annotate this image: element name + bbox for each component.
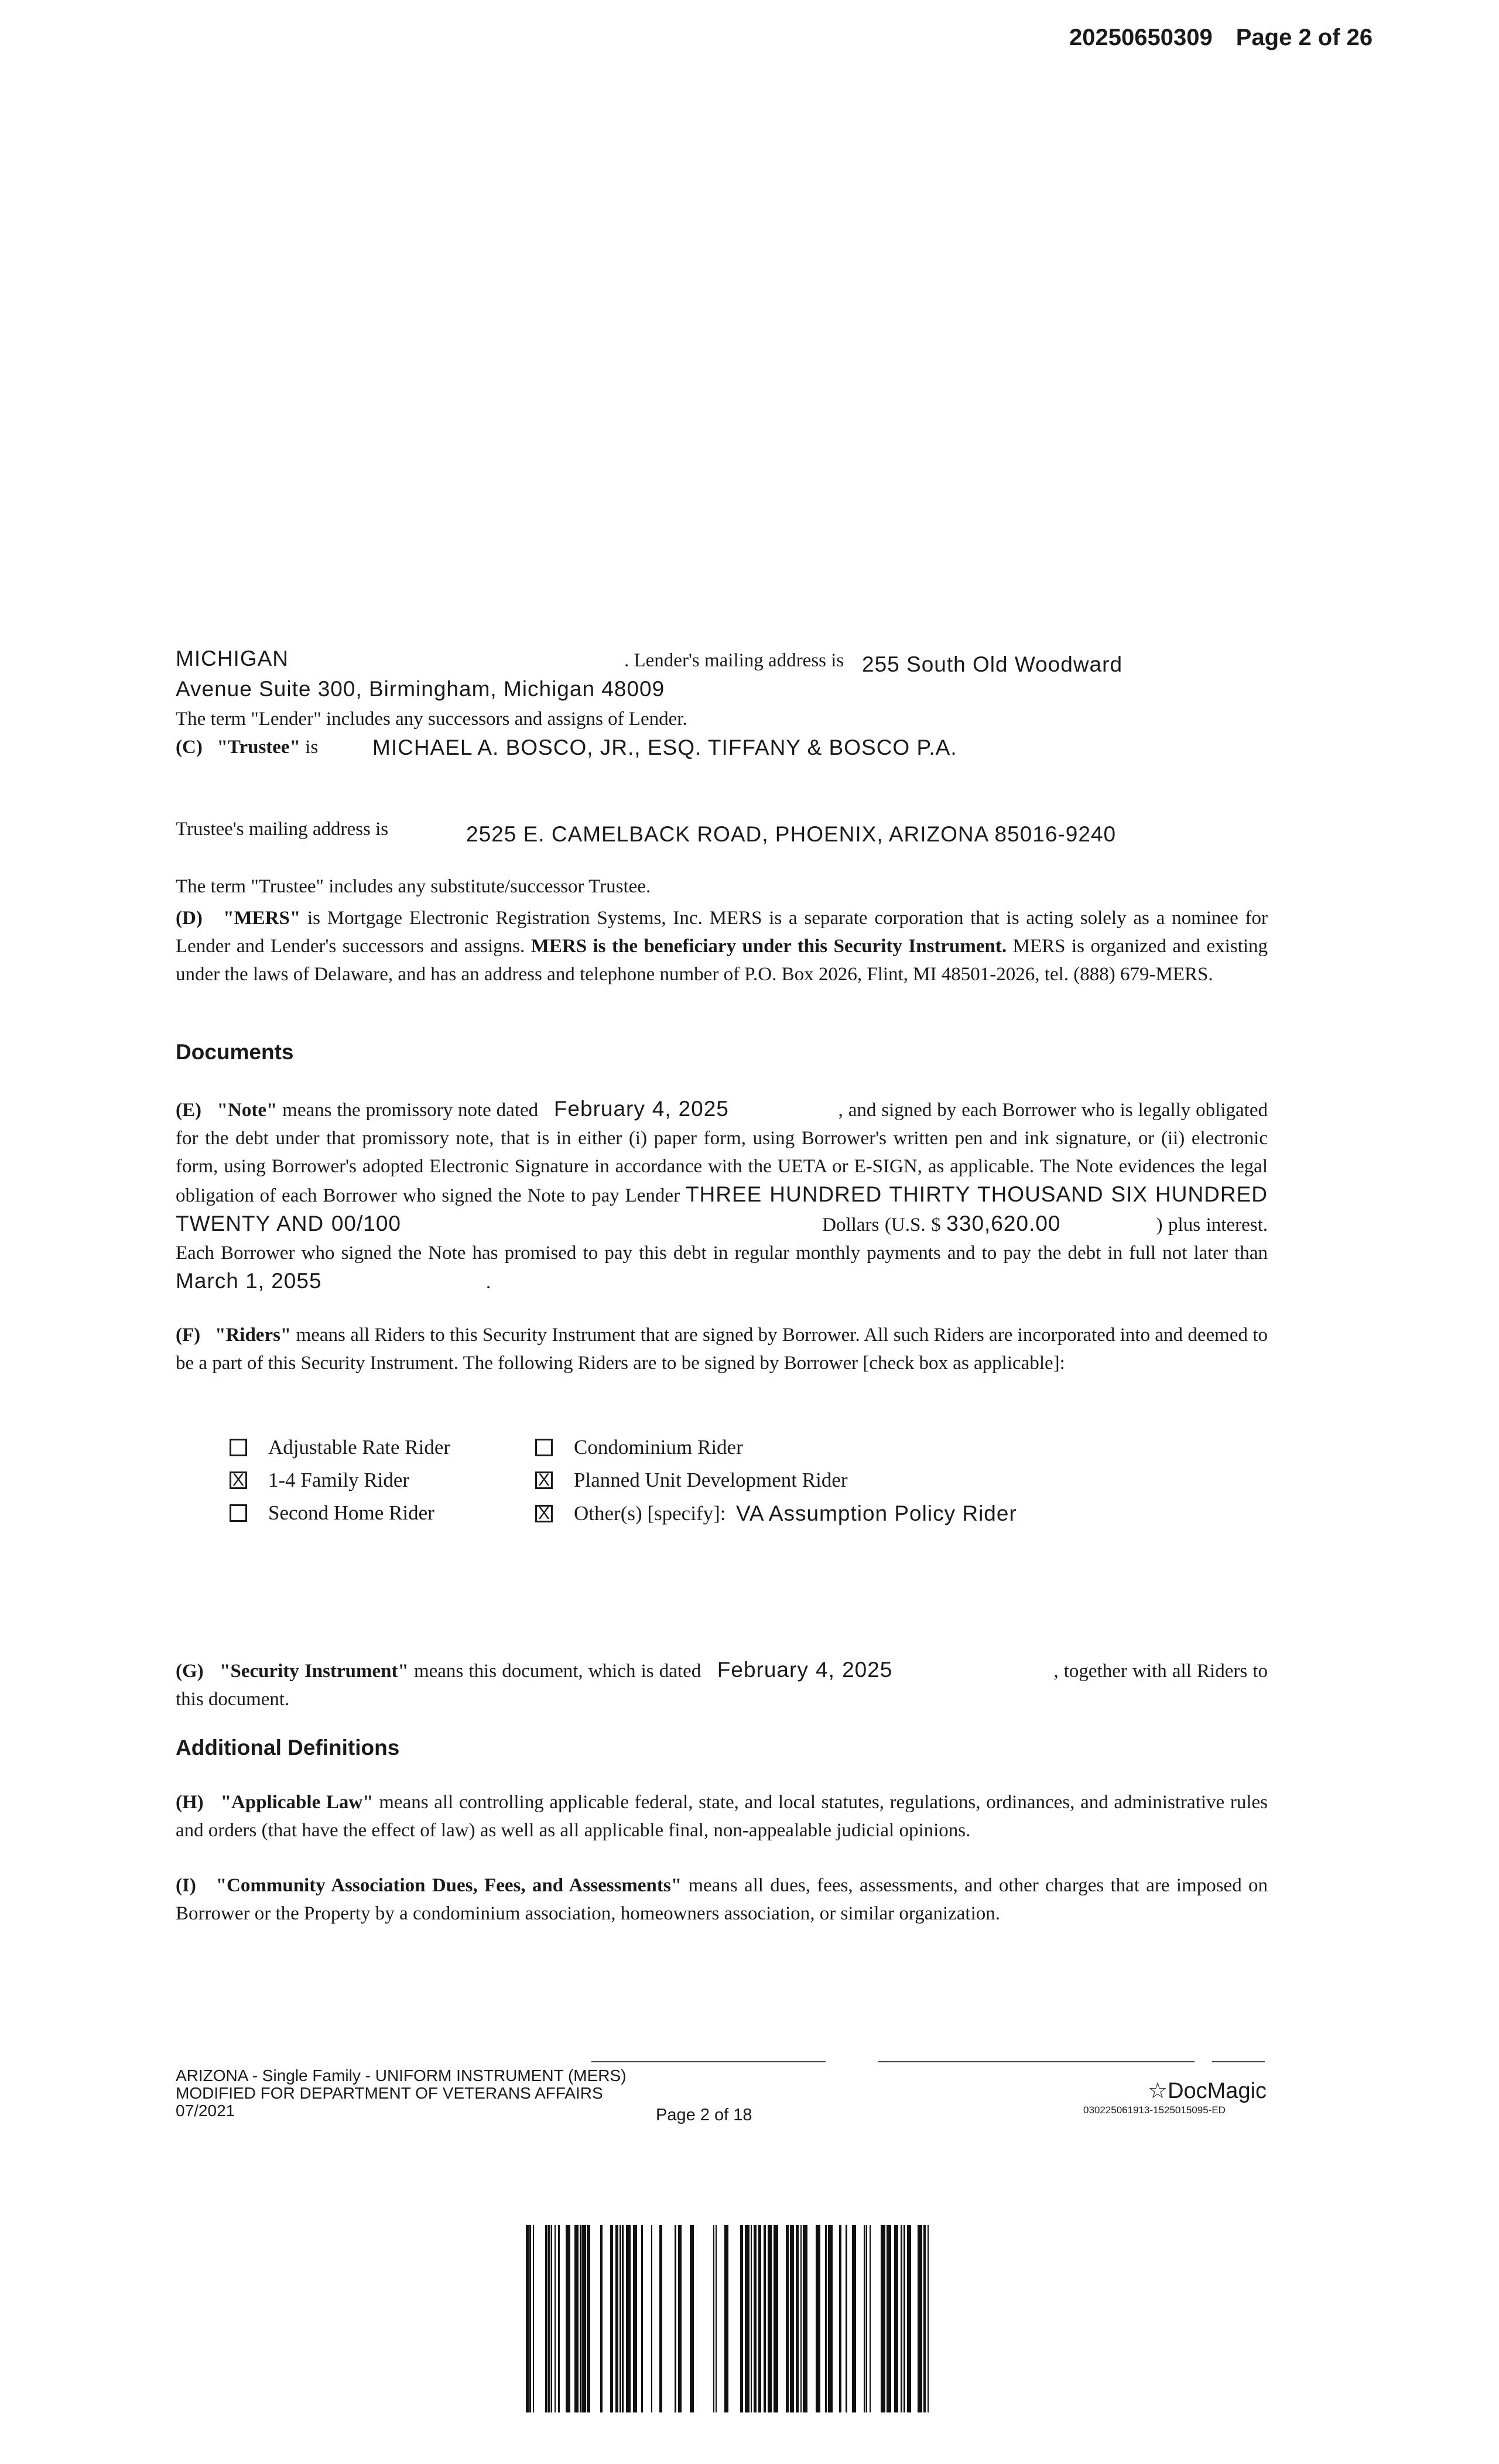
record-number: 20250650309 bbox=[1069, 25, 1213, 50]
rider-label: Condominium Rider bbox=[574, 1436, 743, 1459]
riders-text: means all Riders to this Security Instrument that are signed by Borrower. All such Riders are incorporated into and deemed to be a part of this Security Instrument. The following Riders are to be signed by Borrower [check box as applicable]: bbox=[176, 1325, 1268, 1374]
rider-checkbox[interactable]: X bbox=[230, 1471, 247, 1489]
barcode-bar bbox=[581, 2225, 586, 2412]
barcode-bar bbox=[724, 2225, 728, 2412]
trustee-mailing-prefix: Trustee's mailing address is bbox=[176, 819, 389, 840]
lender-mailing-prefix: . Lender's mailing address is bbox=[624, 650, 844, 671]
barcode-bar bbox=[745, 2225, 750, 2412]
rider-label: Other(s) [specify]: bbox=[574, 1502, 726, 1525]
barcode-bar bbox=[751, 2225, 752, 2412]
barcode-bar bbox=[580, 2225, 581, 2412]
barcode-bar bbox=[716, 2225, 717, 2412]
barcode-bar bbox=[633, 2225, 637, 2412]
community-dues-definition bbox=[176, 1871, 1268, 1928]
rider-label: Second Home Rider bbox=[268, 1501, 434, 1524]
riders-definition bbox=[176, 1321, 1268, 1377]
barcode-bar bbox=[713, 2225, 714, 2412]
rider-other-specify: VA Assumption Policy Rider bbox=[735, 1501, 1017, 1525]
note-amount-words: THREE HUNDRED THIRTY THOUSAND SIX HUNDRED TWENTY AND 00/100 bbox=[176, 1182, 1268, 1236]
barcode-bar bbox=[803, 2225, 807, 2412]
rider-adjustable-rate[interactable] bbox=[230, 1436, 450, 1459]
additional-definitions-heading: Additional Definitions bbox=[176, 1736, 400, 1760]
si-date: February 4, 2025 bbox=[717, 1658, 893, 1682]
barcode-bar bbox=[825, 2225, 827, 2412]
al-term: "Applicable Law" bbox=[220, 1792, 374, 1813]
riders-label: (F) bbox=[176, 1325, 201, 1346]
barcode-bar bbox=[641, 2225, 643, 2412]
footer-doc-id: 030225061913-1525015095-ED bbox=[1083, 2104, 1226, 2116]
trustee-is: is bbox=[305, 737, 319, 758]
barcode-bar bbox=[529, 2225, 531, 2412]
barcode-bar bbox=[675, 2225, 676, 2412]
note-dollars-suffix: ) plus interest. bbox=[1156, 1214, 1268, 1236]
barcode-bar bbox=[526, 2225, 529, 2412]
barcode-bar bbox=[754, 2225, 757, 2412]
footer-line-2: MODIFIED FOR DEPARTMENT OF VETERANS AFFAIRS bbox=[176, 2084, 603, 2102]
barcode-bar bbox=[758, 2225, 761, 2412]
footer-rule-middle bbox=[878, 2061, 1195, 2062]
barcode-bar bbox=[774, 2225, 778, 2412]
trustee-mailing-addr: 2525 E. CAMELBACK ROAD, PHOENIX, ARIZONA 85016-9240 bbox=[466, 822, 1117, 846]
cd-label: (I) bbox=[176, 1875, 196, 1896]
mers-term: "MERS" bbox=[223, 908, 301, 929]
barcode-bar bbox=[816, 2225, 820, 2412]
mers-text-1: is Mortgage Electronic Registration Systems, Inc. MERS is a separate corporation that is acting solely as a nominee for Lender and Lender's successors and assigns. bbox=[176, 908, 1268, 957]
barcode-bar bbox=[852, 2225, 856, 2412]
barcode-bar bbox=[864, 2225, 865, 2412]
footer-line-3: 07/2021 bbox=[176, 2102, 235, 2120]
footer-page-number: Page 2 of 18 bbox=[656, 2106, 752, 2124]
barcode-bar bbox=[626, 2225, 631, 2412]
barcode-bar bbox=[903, 2225, 905, 2412]
record-page: Page 2 of 26 bbox=[1236, 25, 1373, 50]
barcode-bar bbox=[881, 2225, 885, 2412]
barcode-bar bbox=[928, 2225, 929, 2412]
note-term: "Note" bbox=[217, 1100, 278, 1121]
si-label: (G) bbox=[176, 1661, 204, 1682]
note-label: (E) bbox=[176, 1100, 201, 1121]
rider-checkbox[interactable] bbox=[230, 1439, 247, 1456]
barcode-bar bbox=[620, 2225, 621, 2412]
barcode-bar bbox=[574, 2225, 579, 2412]
barcode-bar bbox=[659, 2225, 662, 2412]
note-period: . bbox=[486, 1272, 491, 1293]
barcode-bar bbox=[610, 2225, 613, 2412]
cd-term: "Community Association Dues, Fees, and Assessments" bbox=[215, 1875, 682, 1896]
lender-term-note: The term "Lender" includes any successors and assigns of Lender. bbox=[176, 709, 687, 730]
note-dollars-prefix: Dollars (U.S. $ bbox=[822, 1214, 941, 1236]
docmagic-brand: DocMagic bbox=[1168, 2079, 1267, 2103]
rider-other[interactable] bbox=[535, 1501, 1017, 1526]
barcode-bar bbox=[800, 2225, 802, 2412]
rider-label: 1-4 Family Rider bbox=[268, 1469, 410, 1491]
barcode-bar bbox=[887, 2225, 891, 2412]
note-date: February 4, 2025 bbox=[553, 1097, 729, 1121]
barcode-bar bbox=[622, 2225, 624, 2412]
recording-header bbox=[1069, 25, 1396, 51]
barcode-bar bbox=[764, 2225, 766, 2412]
barcode-bar bbox=[901, 2225, 902, 2412]
barcode-bar bbox=[918, 2225, 922, 2412]
barcode-bar bbox=[547, 2225, 550, 2412]
barcode-bar bbox=[870, 2225, 871, 2412]
mers-label: (D) bbox=[176, 908, 203, 929]
barcode-bar bbox=[690, 2225, 694, 2412]
applicable-law-definition bbox=[176, 1788, 1268, 1844]
lender-mailing-addr-1: 255 South Old Woodward bbox=[862, 652, 1123, 676]
barcode-bar bbox=[566, 2225, 570, 2412]
note-text-1: means the promissory note dated bbox=[282, 1100, 539, 1121]
barcode-bar bbox=[740, 2225, 743, 2412]
barcode-bar bbox=[894, 2225, 898, 2412]
barcode-bar bbox=[828, 2225, 833, 2412]
rider-second-home[interactable] bbox=[230, 1501, 434, 1525]
trustee-definition bbox=[176, 737, 318, 758]
rider-checkbox[interactable] bbox=[535, 1439, 553, 1456]
barcode-bar bbox=[678, 2225, 682, 2412]
rider-checkbox[interactable]: X bbox=[535, 1471, 553, 1489]
barcode-bar bbox=[587, 2225, 590, 2412]
rider-checkbox[interactable] bbox=[230, 1504, 247, 1522]
barcode-bar bbox=[923, 2225, 926, 2412]
barcode-image bbox=[526, 2225, 930, 2412]
barcode-bar bbox=[839, 2225, 841, 2412]
note-text-2: , and signed by each Borrower who is legally obligated for the debt under that promissory note, that is in either (i) paper form, using Borrower's written pen and ink signature, or (ii) electronic form, using Borrower's adopted Electronic Signature in accordance with the UETA or E-SIGN, as applicable. The Note evidences the legal obligation of each Borrower who signed the Note to pay Lender bbox=[176, 1100, 1268, 1206]
barcode-bar bbox=[786, 2225, 789, 2412]
al-label: (H) bbox=[176, 1792, 204, 1813]
barcode-bar bbox=[600, 2225, 603, 2412]
security-instrument-definition bbox=[176, 1656, 1268, 1713]
barcode-bar bbox=[866, 2225, 867, 2412]
trustee-term: "Trustee" bbox=[217, 737, 300, 758]
barcode-bar bbox=[907, 2225, 911, 2412]
trustee-label: (C) bbox=[176, 737, 203, 758]
footer-rule-left bbox=[591, 2061, 826, 2062]
footer-rule-right bbox=[1212, 2061, 1265, 2062]
lender-state: MICHIGAN bbox=[176, 646, 289, 670]
note-text-3: Each Borrower who signed the Note has promised to pay this debt in regular monthly payments and to pay the debt in full not later than bbox=[176, 1243, 1268, 1264]
note-maturity: March 1, 2055 bbox=[176, 1269, 322, 1293]
rider-1-4-family[interactable] bbox=[230, 1469, 409, 1492]
docmagic-logo bbox=[1148, 2078, 1267, 2104]
al-text: means all controlling applicable federal, state, and local statutes, regulations, ordinances, and administrative rules and orders (that have the effect of law) as well as all applicable final, non-appealable judicial opinions. bbox=[176, 1792, 1268, 1841]
note-amount: 330,620.00 bbox=[946, 1212, 1061, 1236]
barcode-bar bbox=[846, 2225, 847, 2412]
footer-form-info bbox=[176, 2067, 627, 2120]
mers-text-2: MERS is organized and existing under the laws of Delaware, and has an address and telephone number of P.O. Box 2026, Flint, MI 48501-2026, tel. (888) 679-MERS. bbox=[176, 936, 1268, 985]
barcode-bar bbox=[533, 2225, 534, 2412]
lender-mailing-addr-2: Avenue Suite 300, Birmingham, Michigan 48009 bbox=[176, 677, 665, 701]
si-term: "Security Instrument" bbox=[220, 1661, 409, 1682]
rider-condominium[interactable] bbox=[535, 1436, 743, 1459]
barcode-bar bbox=[555, 2225, 556, 2412]
barcode-bar bbox=[545, 2225, 547, 2412]
cd-text: means all dues, fees, assessments, and other charges that are imposed on Borrower or the Property by a condominium association, homeowners association, or similar organization. bbox=[176, 1875, 1268, 1924]
si-text-2: , together with all Riders to this document. bbox=[176, 1661, 1268, 1710]
barcode-bar bbox=[558, 2225, 560, 2412]
barcode-bar bbox=[796, 2225, 799, 2412]
barcode-bar bbox=[790, 2225, 794, 2412]
star-icon: ☆ bbox=[1148, 2079, 1168, 2103]
riders-term: "Riders" bbox=[215, 1325, 292, 1346]
rider-planned-unit-development[interactable] bbox=[535, 1469, 848, 1492]
rider-label: Adjustable Rate Rider bbox=[268, 1436, 451, 1459]
mers-bold: MERS is the beneficiary under this Security Instrument. bbox=[531, 936, 1007, 957]
trustee-name: MICHAEL A. BOSCO, JR., ESQ. TIFFANY & BOSCO P.A. bbox=[372, 735, 957, 759]
rider-checkbox[interactable]: X bbox=[535, 1505, 553, 1522]
barcode-bar bbox=[651, 2225, 652, 2412]
mers-definition bbox=[176, 904, 1268, 988]
trustee-term-note: The term "Trustee" includes any substitute/successor Trustee. bbox=[176, 876, 651, 897]
barcode-bar bbox=[615, 2225, 618, 2412]
rider-label: Planned Unit Development Rider bbox=[574, 1469, 848, 1491]
documents-heading: Documents bbox=[176, 1040, 294, 1064]
barcode-bar bbox=[551, 2225, 552, 2412]
barcode-bar bbox=[768, 2225, 772, 2412]
si-text-1: means this document, which is dated bbox=[413, 1661, 701, 1682]
note-definition bbox=[176, 1095, 1268, 1296]
footer-line-1: ARIZONA - Single Family - UNIFORM INSTRUMENT (MERS) bbox=[176, 2066, 627, 2085]
